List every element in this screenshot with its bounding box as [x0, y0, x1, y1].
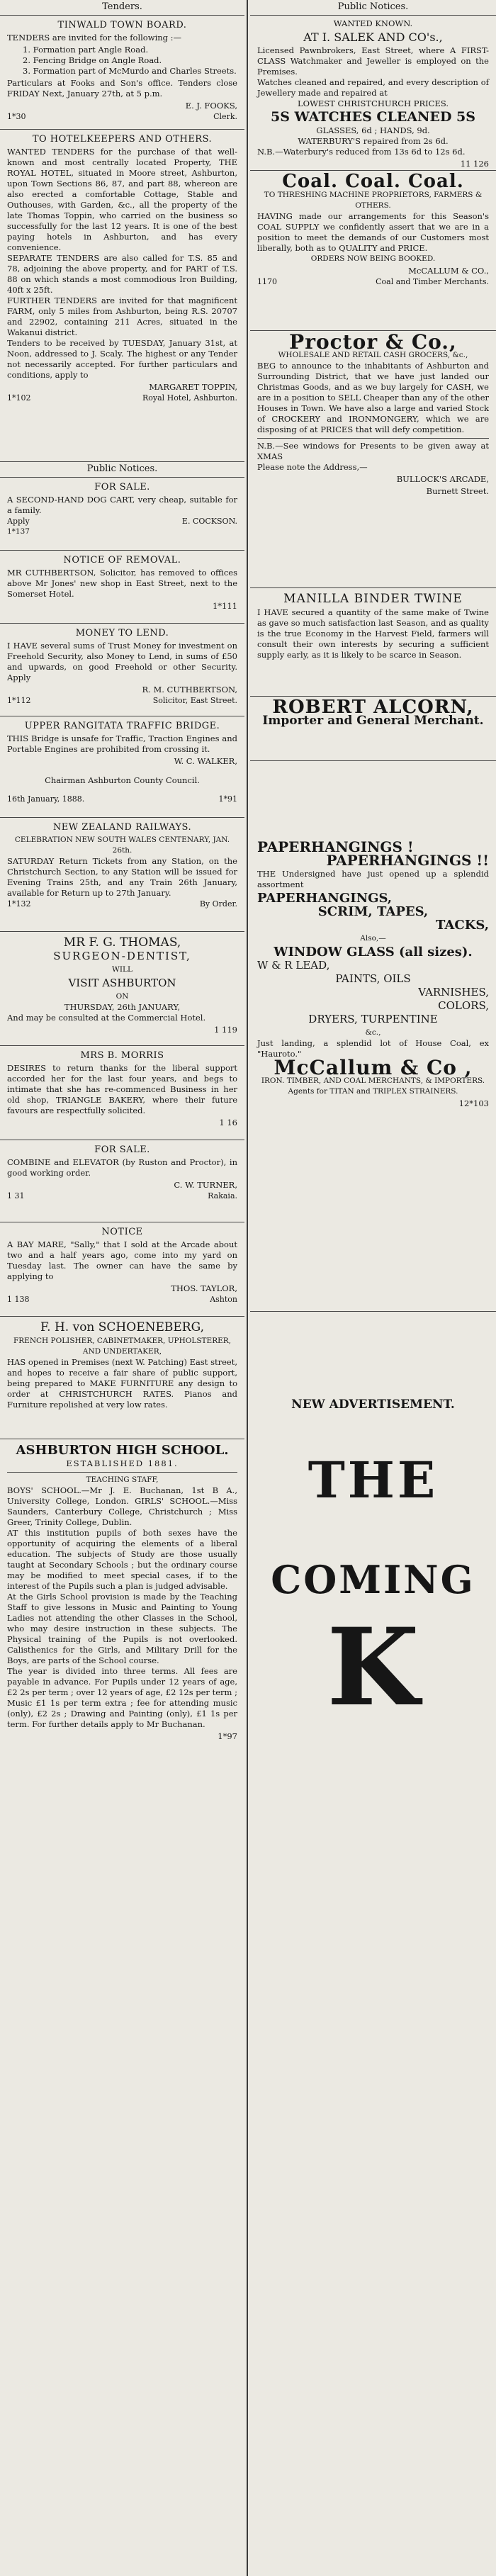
ad-place: Rakaia. — [208, 1191, 237, 1200]
proctor-grocers-ad — [250, 331, 496, 588]
ad-title: FOR SALE. — [94, 482, 150, 493]
ad-title: NEW ZEALAND RAILWAYS. — [52, 822, 192, 833]
railways-ad — [0, 818, 244, 932]
ad-body: Watches cleaned and repaired, and every description of Jewellery made and repaired at — [257, 77, 489, 98]
teaser-coming: COMING — [271, 1557, 475, 1602]
teaser-k: K — [327, 1605, 419, 1730]
left-column — [0, 0, 244, 2576]
ad-body: WANTED TENDERS for the purchase of that well-known and most centrally located Property, THE ROYAL HOTEL, situated in Moore street, Ashburton, upon Town Sections 86, 87, and part 88, whereon are also erected a comfortable Cottage, Stable and Outhouses, with Garden, &c., all the property of the late Thomas Toppin, who carried on the business so successfully for the last 12 years. It is one of the best paying hotels in Ashburton, and has every convenience. — [7, 147, 237, 252]
morris-bakery-ad — [0, 1046, 244, 1140]
ad-item: PAPERHANGINGS, — [257, 891, 393, 906]
ad-body: Tenders to be received by TUESDAY, January 31st, at Noon, addressed to J. Scaly. The highest or any Tender not necessarily accepted. For further particulars and conditions, apply to — [7, 338, 237, 380]
ad-headline: PAPERHANGINGS ! — [257, 838, 414, 855]
new-advertisement-ad — [250, 1312, 496, 2169]
ad-item: SCRIM, TAPES, — [317, 904, 429, 919]
dog-cart-sale-ad — [0, 478, 244, 551]
ad-waterbury: WATERBURY'S repaired from 2s 6d. — [298, 136, 449, 146]
dentist-date: THURSDAY, 26th JANUARY, — [64, 1002, 181, 1012]
public-notices-header: Public Notices. — [0, 462, 244, 478]
ad-landed: Just landing, a splendid lot of House Coal, ex "Hauroto." — [257, 1038, 489, 1059]
staff-heading: TEACHING STAFF, — [7, 1472, 237, 1485]
money-to-lend-ad — [0, 624, 244, 716]
ad-title: NOTICE OF REMOVAL. — [63, 555, 181, 566]
coal-ad — [250, 171, 496, 331]
list-item: 3. Formation part of McMurdo and Charles Streets. — [23, 66, 237, 76]
ad-role: Clerk. — [213, 112, 237, 121]
ad-body: I HAVE several sums of Trust Money for investment on Freehold Security, also Money to Lend, in sums of £50 and upwards, on good Freehold or other Security. Apply — [7, 641, 237, 682]
ad-headline: NEW ADVERTISEMENT. — [291, 1397, 455, 1412]
ad-item: DRYERS, TURPENTINE — [308, 1013, 438, 1025]
ad-also: Also,— — [360, 934, 386, 943]
ad-trade: Importer and General Merchant. — [262, 714, 484, 728]
ad-ref: 1 31 — [7, 1191, 25, 1200]
ad-body: HAS opened in Premises (next W. Patching) East street, and hopes to receive a fair share of public support, being prepared to MAKE FURNITURE any design to order at CHRISTCHURCH RATES. Pianos and Furniture repolished at very low rates. — [7, 1357, 237, 1410]
ad-agents: Agents for TITAN and TRIPLEX STRAINERS. — [288, 1087, 458, 1096]
ad-item: &c., — [365, 1028, 381, 1037]
bay-mare-notice-ad — [0, 1222, 244, 1317]
rangitata-bridge-ad — [0, 716, 244, 818]
ad-ref: 11 126 — [460, 159, 489, 169]
list-item: 2. Fencing Bridge on Angle Road. — [23, 55, 162, 65]
ad-subtitle: CELEBRATION NEW SOUTH WALES CENTENARY, JAN. 26th. — [14, 836, 230, 855]
ad-apply: Apply — [7, 517, 30, 526]
tenders-section-header: Tenders. — [0, 0, 244, 16]
ad-watches: 5S WATCHES CLEANED 5S — [271, 109, 475, 125]
ad-title: TO HOTELKEEPERS AND OTHERS. — [32, 134, 213, 145]
ad-prices: LOWEST CHRISTCHURCH PRICES. — [298, 99, 449, 108]
ad-body: At the Girls School provision is made by the Teaching Staff to give lessons in Music and Painting to Young Ladies not attending the other Classes in the School, who may desire instruction in these subjects. The Physical training of the Pupils is not overlooked. Calisthenics for the Girls, and Military Drill for the Boys, are parts of the School course. — [7, 1592, 237, 1665]
ad-title: MRS B. MORRIS — [80, 1050, 164, 1061]
ad-ref: 1*30 — [7, 112, 26, 121]
ad-firm-sub: IRON. TIMBER, AND COAL MERCHANTS, & IMPORTERS. — [261, 1076, 485, 1085]
ad-title: F. H. von SCHOENEBERG, — [40, 1320, 204, 1334]
ad-intro: TENDERS are invited for the following :— — [7, 33, 182, 43]
dentist-ad — [0, 932, 244, 1046]
ad-body: BEG to announce to the inhabitants of Ashburton and Surrounding District, that we have just landed our Christmas Goods, and as we buy largely for CASH, we are in a position to SELL Cheaper than any of the other Houses in Town. We have also a large and varied Stock of CROCKERY and IRONMONGERY, which we are disposing of at PRICES that will defy competition. — [257, 361, 489, 434]
ad-signature: W. C. WALKER, — [174, 756, 237, 766]
ad-role: Chairman Ashburton County Council. — [45, 775, 200, 785]
ad-title: UPPER RANGITATA TRAFFIC BRIDGE. — [24, 721, 220, 731]
ad-ref: 12*103 — [458, 1098, 489, 1108]
ad-subtitle: FRENCH POLISHER, CABINETMAKER, UPHOLSTERER, AND UNDERTAKER, — [13, 1337, 232, 1356]
ad-ref: 1*132 — [7, 899, 31, 909]
ad-body: THIS Bridge is unsafe for Traffic, Traction Engines and Portable Engines are prohibited from crossing it. — [7, 733, 237, 754]
ad-signature: By Order. — [199, 899, 237, 909]
ad-signature: E. J. FOOKS, — [185, 101, 237, 111]
ad-nb: N.B.—Waterbury's reduced from 13s 6d to 12s 6d. — [257, 147, 466, 157]
ad-place: Ashton — [210, 1295, 237, 1304]
dentist-on: ON — [115, 992, 129, 1001]
ad-orders: ORDERS NOW BEING BOOKED. — [310, 254, 436, 263]
ad-title: ASHBURTON HIGH SCHOOL. — [16, 1443, 229, 1458]
ad-item: W & R LEAD, — [257, 959, 330, 972]
ad-body: SEPARATE TENDERS are also called for T.S. 85 and 78, adjoining the above property, and for PART of T.S. 88 on which stands a most commodious Iron Building, 40ft x 25ft. — [7, 253, 237, 295]
ad-subhead: TO THRESHING MACHINE PROPRIETORS, FARMERS & OTHERS. — [264, 191, 483, 210]
ad-signature: McCALLUM & CO., — [408, 266, 489, 276]
ad-body: A SECOND-HAND DOG CART, very cheap, suitable for a family. — [7, 495, 237, 515]
staff-body: BOYS' SCHOOL.—Mr J. E. Buchanan, 1st B A., University College, London. GIRLS' SCHOOL.—Miss Saunders, Canterbury College, Christchurch ; Miss Greer, Trinity College, Dublin. — [7, 1485, 237, 1527]
ad-body: HAVING made our arrangements for this Season's COAL SUPPLY we confidently assert that we are in a position to meet the demands of our Customers most liberally, both as to QUALITY and PRICE. — [257, 211, 489, 253]
schoeneberg-ad — [0, 1317, 244, 1439]
dentist-profession: SURGEON-DENTIST, — [53, 950, 191, 962]
ad-ref: 1*91 — [218, 794, 237, 804]
ad-glasses: GLASSES, 6d ; HANDS, 9d. — [316, 125, 430, 135]
ad-ref: 1*97 — [218, 1731, 237, 1741]
ad-headline: Proctor & Co., — [289, 330, 457, 354]
list-item: 1. Formation part Angle Road. — [23, 45, 149, 55]
ad-item: VARNISHES, — [418, 986, 489, 999]
ad-body: I HAVE secured a quantity of the same make of Twine as gave so much satisfaction last Season, and as quality is the true Economy in the Harvest Field, farmers will consult their own interests by securing a sufficient supply early, as it is likely to be scarce in Season. — [257, 607, 489, 660]
ad-ref: 1170 — [257, 277, 277, 286]
ad-body: FURTHER TENDERS are invited for that magnificent FARM, only 5 miles from Ashburton, being R.S. 20707 and 22902, containing 211 Acres, situated in the Wakanui district. — [7, 296, 237, 337]
ad-body: COMBINE and ELEVATOR (by Ruston and Proctor), in good working order. — [7, 1157, 237, 1178]
ad-title: MONEY TO LEND. — [75, 628, 169, 639]
combine-sale-ad — [0, 1140, 244, 1222]
ad-item: WINDOW GLASS (all sizes). — [274, 945, 473, 960]
ad-ref: 1 119 — [214, 1025, 237, 1035]
ad-ref: 1 16 — [219, 1118, 237, 1127]
ad-body: Licensed Pawnbrokers, East Street, where A FIRST-CLASS Watchmaker and Jeweller is employed on the Premises. — [257, 45, 489, 77]
ad-role: Coal and Timber Merchants. — [376, 277, 489, 286]
ad-title: TINWALD TOWN BOARD. — [57, 20, 187, 30]
ad-signature: C. W. TURNER, — [174, 1180, 237, 1190]
ad-body: AT this institution pupils of both sexes have the opportunity of acquiring the elements of a liberal education. The subjects of Study are those usually taught at Secondary Schools ; but the ordinary course may be modified to meet special cases, if to the interest of the Pupils such a plan is judged advisable. — [7, 1528, 237, 1591]
ad-nb: N.B.—See windows for Presents to be given away at XMAS — [257, 438, 489, 462]
right-column — [250, 0, 496, 2576]
ad-headline: PAPERHANGINGS !! — [326, 852, 489, 869]
ad-body: Particulars at Fooks and Son's office. Tenders close FRIDAY Next, January 27th, at 5 p.m. — [7, 78, 237, 99]
ad-street: Burnett Street. — [426, 486, 489, 496]
ad-signature: R. M. CUTHBERTSON, — [142, 685, 237, 694]
ad-ref: 1*112 — [7, 696, 31, 705]
paperhangings-ad — [250, 761, 496, 1312]
ad-ref: 1 138 — [7, 1295, 30, 1304]
ad-signature: E. COCKSON. — [181, 517, 237, 526]
ad-name: ROBERT ALCORN, — [272, 697, 474, 718]
ad-item: PAINTS, OILS — [335, 972, 411, 985]
ad-signature: THOS. TAYLOR, — [171, 1283, 237, 1293]
ad-item: COLORS, — [438, 999, 489, 1012]
royal-hotel-tender-ad — [0, 130, 244, 462]
ad-ref: 1*111 — [212, 601, 237, 611]
ad-ref: 1*102 — [7, 393, 31, 403]
ad-headline: MANILLA BINDER TWINE — [283, 592, 463, 606]
column-divider — [247, 0, 248, 2576]
tinwald-tender-ad — [0, 16, 244, 130]
salek-watchmaker-ad — [250, 16, 496, 171]
ad-please: Please note the Address,— — [257, 462, 368, 472]
teaser-the: THE — [308, 1451, 439, 1509]
ad-title: FOR SALE. — [94, 1144, 150, 1155]
dentist-visit: VISIT ASHBURTON — [68, 977, 176, 989]
ad-subhead: WHOLESALE AND RETAIL CASH GROCERS, &c., — [278, 351, 468, 359]
ad-body: SATURDAY Return Tickets from any Station, on the Christchurch Section, to any Station will be issued for Evening Trains 25th, and any Train 26th January, available for Return up to 27th January. — [7, 856, 237, 898]
ad-role: Solicitor, East Street. — [152, 696, 237, 705]
dentist-will: WILL — [112, 965, 133, 974]
ad-body: THE Undersigned have just opened up a splendid assortment — [257, 869, 489, 889]
ad-signature: MARGARET TOPPIN, — [149, 382, 237, 392]
dentist-name: MR F. G. THOMAS, — [63, 935, 181, 950]
alcorn-ad — [250, 697, 496, 761]
ad-established: ESTABLISHED 1881. — [66, 1458, 179, 1468]
binder-twine-ad — [250, 588, 496, 697]
ad-body: The year is divided into three terms. All fees are payable in advance. For Pupils under 12 years of age, £2 2s per term ; over 12 years of age, £2 12s per term ; Music £1 1s per term extra ; fee for attending music (only), £2 2s ; Drawing and Painting (only), £1 1s per term. For further details apply to Mr Buchanan. — [7, 1666, 237, 1729]
ad-headline: WANTED KNOWN. — [333, 18, 413, 28]
ad-item: TACKS, — [436, 918, 489, 933]
ad-body: And may be consulted at the Commercial Hotel. — [7, 1013, 206, 1023]
ad-headline: Coal. Coal. Coal. — [282, 171, 464, 192]
ad-address: BULLOCK'S ARCADE, — [396, 474, 489, 484]
ad-address: Royal Hotel, Ashburton. — [142, 393, 237, 403]
ad-body: DESIRES to return thanks for the liberal support accorded her for the last four years, and begs to intimate that she has re-commenced Business in her old shop, TRIANGLE BAKERY, where their future favours are respectfully solicited. — [7, 1063, 237, 1115]
ad-date: 16th January, 1888. — [7, 794, 85, 804]
ad-body: A BAY MARE, "Sally," that I sold at the Arcade about two and a half years ago, come into my yard on Tuesday last. The owner can have the same by applying to — [7, 1239, 237, 1281]
ad-firm: McCallum & Co , — [274, 1056, 473, 1079]
public-notices-header: Public Notices. — [250, 0, 496, 16]
ad-body: MR CUTHBERTSON, Solicitor, has removed to offices above Mr Jones' new shop in East Street, next to the Somerset Hotel. — [7, 568, 237, 599]
ad-name: AT I. SALEK AND CO's., — [303, 30, 443, 44]
ad-ref: 1*137 — [7, 527, 30, 536]
ad-title: NOTICE — [101, 1227, 143, 1237]
high-school-ad — [0, 1439, 244, 1746]
removal-notice-ad — [0, 551, 244, 624]
